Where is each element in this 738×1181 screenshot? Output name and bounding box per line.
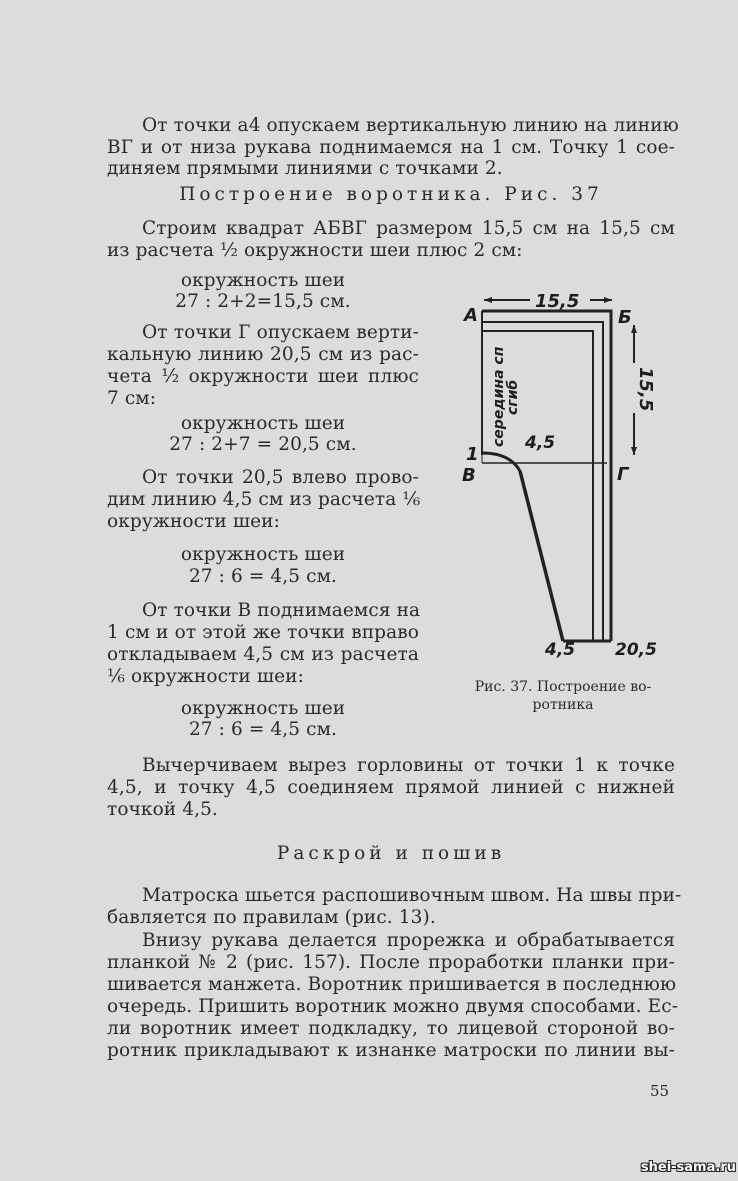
text-line: Матроска шьется распошивочным швом. На швы при- (142, 885, 682, 906)
text-line: шивается манжета. Воротник пришивается в последнюю (107, 974, 677, 995)
text-line: очередь. Пришить воротник можно двумя способами. Ес- (107, 996, 679, 1017)
point-label-1: 1 (466, 444, 479, 465)
formula: 27 : 6 = 4,5 см. (188, 566, 338, 587)
text-line: диняем прямыми линиями с точками 2. (107, 158, 503, 179)
caption-line: Рис. 37. Построение во- (474, 679, 652, 695)
text-line: 4,5, и точку 4,5 соединяем прямой линией с нижней (107, 777, 675, 798)
fold-label: сгиб (505, 379, 521, 415)
neckline-curve (482, 453, 520, 471)
text-line: 1 см и от этой же точки вправо (107, 622, 419, 643)
text-line: ротник прикладывают к изнанке матроски по линии вы- (107, 1040, 675, 1061)
text-line: ⅙ окружности шеи: (107, 666, 304, 687)
text-line: От точки В поднимаемся на (142, 600, 421, 621)
text-line: дим линию 4,5 см из расчета ⅙ (107, 489, 421, 510)
text-line: От точки а4 опускаем вертикальную линию на линию (142, 115, 679, 136)
text-line: бавляется по правилам (рис. 13). (107, 907, 436, 928)
text-line: кальную линию 20,5 см из рас- (107, 344, 419, 365)
fold-label: середина сп (491, 346, 507, 447)
text-line: окружности шеи: (107, 511, 280, 532)
formula-label: окружность шеи (180, 698, 346, 719)
collar-edge-line (520, 471, 563, 641)
top-dimension-label: 15,5 (535, 291, 580, 312)
text-line: из расчета ½ окружности шеи плюс 2 см: (107, 240, 523, 261)
text-line: точкой 4,5. (107, 799, 218, 820)
point-label-g: Г (617, 464, 629, 485)
neck-dimension-label: 4,5 (525, 433, 556, 453)
formula: 27 : 2+2=15,5 см. (175, 291, 351, 312)
text-line: От точки Г опускаем верти- (142, 322, 419, 343)
figure-caption (448, 678, 678, 714)
text-line: ВГ и от низа рукава поднимаемся на 1 см. Точку 1 сое- (107, 137, 675, 158)
site-watermark: shei-sama.ru (640, 1160, 736, 1175)
point-label-a: А (464, 305, 478, 326)
collar-pattern-figure (440, 285, 690, 670)
text-line: Вычерчиваем вырез горловины от точки 1 к точке (142, 755, 675, 776)
text-line: Строим квадрат АБВГ размером 15,5 см на 15,5 см (142, 218, 675, 239)
section-heading-collar: Построение воротника. Рис. 37 (179, 184, 603, 205)
formula: 27 : 6 = 4,5 см. (188, 719, 338, 740)
text-line: ли воротник имеет подкладку, то лицевой стороной во- (107, 1018, 675, 1039)
text-line: От точки 20,5 влево прово- (142, 467, 419, 488)
formula: 27 : 2+7 = 20,5 см. (169, 434, 357, 455)
bottom-right-label: 20,5 (615, 640, 657, 660)
section-heading-cutting: Раскрой и пошив (276, 843, 506, 864)
bottom-left-label: 4,5 (545, 640, 576, 660)
text-line: планкой № 2 (рис. 157). После проработки планки при- (107, 952, 675, 973)
formula-label: окружность шеи (180, 270, 346, 291)
formula-label: окружность шеи (180, 544, 346, 565)
side-dimension-label: 15,5 (635, 367, 656, 412)
page-number: 55 (650, 1082, 670, 1100)
text-line: откладываем 4,5 см из расчета (107, 644, 419, 665)
point-label-b: Б (618, 307, 632, 328)
point-label-v: В (462, 465, 476, 486)
text-line: Внизу рукава делается прорежка и обрабатывается (142, 930, 675, 951)
caption-line: ротника (532, 697, 594, 713)
formula-label: окружность шеи (180, 413, 346, 434)
text-line: 7 см: (107, 388, 157, 409)
text-line: чета ½ окружности шеи плюс (107, 366, 419, 387)
